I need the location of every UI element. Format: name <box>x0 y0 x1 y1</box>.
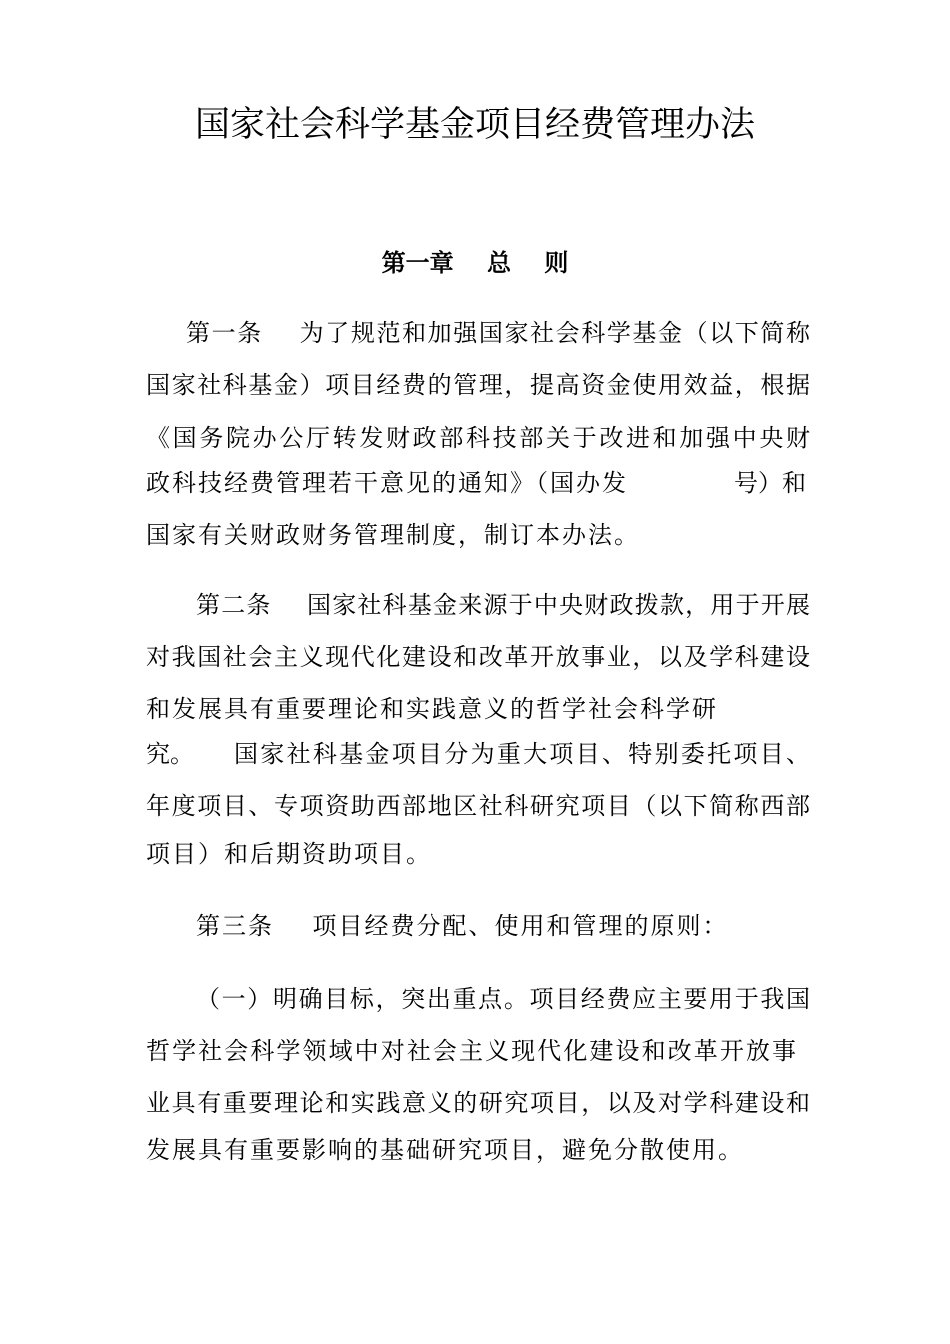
article1-line-4: 政科技经费管理若干意见的通知》（国办发 <box>146 469 628 497</box>
article2-line-4-start: 究。 <box>146 740 194 768</box>
article2-line-4: 国家社科基金项目分为重大项目、特别委托项目、 <box>234 740 810 768</box>
article1-line-4-tail: 号）和 <box>734 469 806 497</box>
article1-line-2: 国家社科基金）项目经费的管理，提高资金使用效益，根据 <box>146 371 810 399</box>
item1-line-1: （一）明确目标，突出重点。项目经费应主要用于我国 <box>196 985 810 1013</box>
article2-line-1: 第二条 国家社科基金来源于中央财政拨款，用于开展 <box>196 591 810 619</box>
article2-line-3: 和发展具有重要理论和实践意义的哲学社会科学研 <box>146 695 718 723</box>
article1-line-1: 第一条 为了规范和加强国家社会科学基金（以下简称 <box>186 319 810 347</box>
article1-line-5: 国家有关财政财务管理制度，制订本办法。 <box>146 521 640 549</box>
article2-line-5: 年度项目、专项资助西部地区社科研究项目（以下简称西部 <box>146 792 810 820</box>
item1-line-2: 哲学社会科学领域中对社会主义现代化建设和改革开放事 <box>146 1037 796 1065</box>
article3-line-1: 第三条 项目经费分配、使用和管理的原则： <box>196 912 729 940</box>
article2-line-2: 对我国社会主义现代化建设和改革开放事业，以及学科建设 <box>146 643 810 671</box>
article1-line-3: 《国务院办公厅转发财政部科技部关于改进和加强中央财 <box>146 424 810 452</box>
item1-line-3: 业具有重要理论和实践意义的研究项目，以及对学科建设和 <box>146 1089 810 1117</box>
article2-line-6: 项目）和后期资助项目。 <box>146 840 432 868</box>
item1-line-4: 发展具有重要影响的基础研究项目，避免分散使用。 <box>146 1136 744 1164</box>
chapter-heading: 第一章 总 则 <box>381 249 569 277</box>
document-title: 国家社会科学基金项目经费管理办法 <box>194 105 755 145</box>
